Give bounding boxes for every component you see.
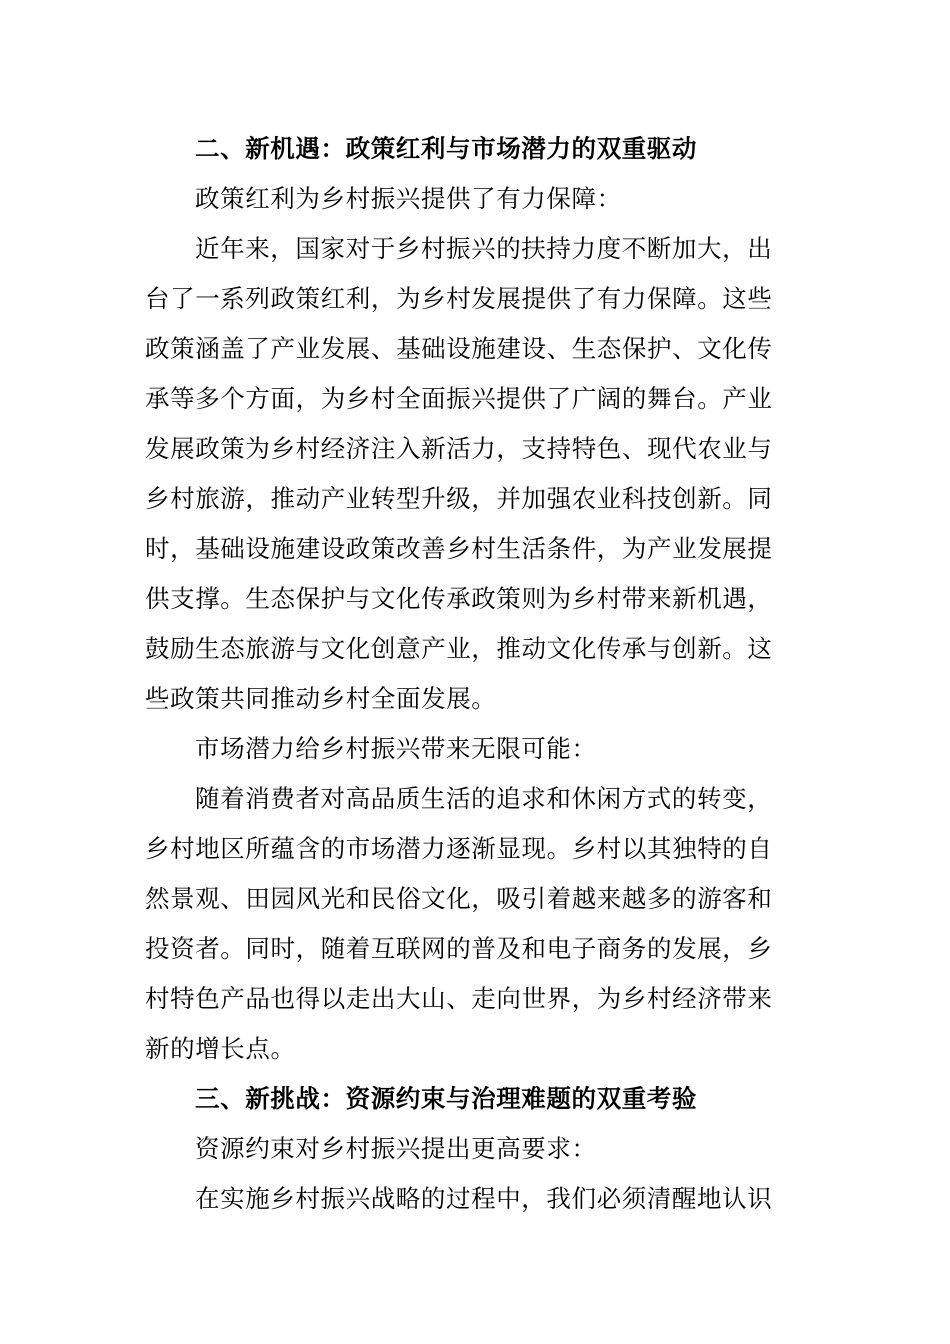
paragraph-line: 乡村地区所蕴含的市场潜力逐渐显现。乡村以其独特的自 — [145, 834, 773, 863]
paragraph-line: 供支撑。生态保护与文化传承政策则为乡村带来新机遇， — [145, 584, 773, 613]
section-heading-challenges: 三、新挑战：资源约束与治理难题的双重考验 — [195, 1084, 697, 1113]
subsection-lead-market: 市场潜力给乡村振兴带来无限可能： — [195, 734, 597, 763]
paragraph-line: 近年来，国家对于乡村振兴的扶持力度不断加大，出 — [195, 234, 773, 263]
paragraph-line: 承等多个方面，为乡村全面振兴提供了广阔的舞台。产业 — [145, 384, 773, 413]
paragraph-line: 新的增长点。 — [145, 1034, 296, 1063]
paragraph-line: 乡村旅游，推动产业转型升级，并加强农业科技创新。同 — [145, 484, 773, 513]
document-body — [145, 124, 807, 1224]
paragraph-line: 随着消费者对高品质生活的追求和休闲方式的转变， — [195, 784, 773, 813]
paragraph-line: 投资者。同时，随着互联网的普及和电子商务的发展，乡 — [145, 934, 773, 963]
section-heading-opportunities: 二、新机遇：政策红利与市场潜力的双重驱动 — [195, 134, 697, 163]
subsection-lead-policy: 政策红利为乡村振兴提供了有力保障： — [195, 184, 622, 213]
paragraph-line: 村特色产品也得以走出大山、走向世界，为乡村经济带来 — [145, 984, 773, 1013]
paragraph-line: 鼓励生态旅游与文化创意产业，推动文化传承与创新。这 — [145, 634, 773, 663]
subsection-lead-resources: 资源约束对乡村振兴提出更高要求： — [195, 1134, 597, 1163]
paragraph-line: 时，基础设施建设政策改善乡村生活条件，为产业发展提 — [145, 534, 773, 563]
paragraph-line: 然景观、田园风光和民俗文化，吸引着越来越多的游客和 — [145, 884, 773, 913]
paragraph-line: 政策涵盖了产业发展、基础设施建设、生态保护、文化传 — [145, 334, 773, 363]
paragraph-line: 发展政策为乡村经济注入新活力，支持特色、现代农业与 — [145, 434, 773, 463]
paragraph-line: 台了一系列政策红利，为乡村发展提供了有力保障。这些 — [145, 284, 773, 313]
paragraph-line: 在实施乡村振兴战略的过程中，我们必须清醒地认识 — [195, 1184, 773, 1213]
paragraph-line: 些政策共同推动乡村全面发展。 — [145, 684, 497, 713]
